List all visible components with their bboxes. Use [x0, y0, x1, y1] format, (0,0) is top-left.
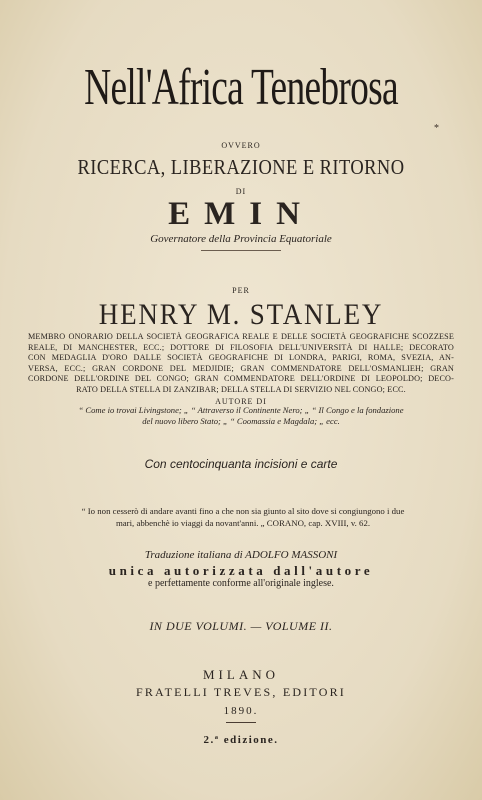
credentials-line: REALE, DI MANCHESTER, ECC.; DOTTORE DI FILOSOFIA DELL'UNIVERSITÀ DI HALLE; DECORATO: [28, 342, 454, 352]
credentials-line: VERSA, ECC.; GRAN CORDONE DEL MEDJIDIE; GRAN COMMENDATORE DELL'OSMANLIEH; GRAN: [28, 363, 454, 373]
quote-line: mari, abbenchè io viaggi da novant'anni. „ CORANO, cap. XVIII, v. 62.: [115, 517, 371, 528]
book-subtitle: RICERCA, LIBERAZIONE E RITORNO: [77, 155, 405, 179]
divider-rule: [201, 250, 281, 251]
credentials-line: CORDONE DELL'ORDINE DEL CONGO; GRAN COMMENDATORE DELL'ORDINE DI LEOPOLDO; DECO-: [28, 374, 454, 384]
publication-year: 1890.: [223, 705, 259, 717]
ovvero-label: OVVERO: [221, 141, 261, 150]
subject-name: EMIN: [168, 196, 314, 232]
quote-line: “ Io non cesserò di andare avanti fino a che non sia giunto al sito dove si congiungono i due: [81, 506, 405, 516]
credentials-line: RATO DELLA STELLA DI ZANZIBAR; DELLA STELLA DI SERVIZIO NEL CONGO; ECC.: [76, 384, 406, 394]
translation-credit: Traduzione italiana di ADOLFO MASSONI: [144, 549, 338, 561]
asterisk-mark: *: [434, 123, 439, 134]
edition-note: 2.ª edizione.: [203, 734, 279, 746]
illustrations-note: Con centocinquanta incisioni e carte: [144, 457, 338, 471]
credentials-line: MEMBRO ONORARIO DELLA SOCIETÀ GEOGRAFICA REALE E DELLE SOCIETÀ GEOGRAFICHE SCOZZESE: [28, 332, 454, 341]
epigraph-quote: [38, 506, 448, 529]
works-line: “ Come io trovai Livingstone; „ “ Attraverso il Continente Nero; „ “ Il Congo e la fondazione: [78, 405, 404, 415]
author-name: HENRY M. STANLEY: [98, 298, 384, 331]
author-works: [30, 405, 452, 427]
per-label: PER: [232, 286, 250, 295]
authorized-note: unica autorizzata dall'autore: [108, 563, 374, 578]
autore-di-label: AUTORE DI: [215, 397, 267, 406]
publication-city: MILANO: [203, 667, 279, 682]
subject-role: Governatore della Provincia Equatoriale: [150, 233, 332, 245]
author-credentials: [28, 332, 454, 396]
credentials-line: CON MEDAGLIA D'ORO DALLE SOCIETÀ GEOGRAFICHE DI LONDRA, PARIGI, ROMA, SVEZIA, AN-: [28, 353, 454, 363]
di-label: DI: [235, 187, 247, 196]
volume-info: IN DUE VOLUMI. — VOLUME II.: [149, 619, 333, 633]
book-title: Nell'Africa Tenebrosa: [84, 59, 398, 116]
conformity-note: e perfettamente conforme all'originale inglese.: [148, 578, 334, 589]
publisher-name: FRATELLI TREVES, EDITORI: [135, 685, 347, 699]
works-line: del nuovo libero Stato; „ “ Coomassia e Magdala; „ ecc.: [142, 416, 340, 426]
year-rule: [226, 722, 256, 723]
